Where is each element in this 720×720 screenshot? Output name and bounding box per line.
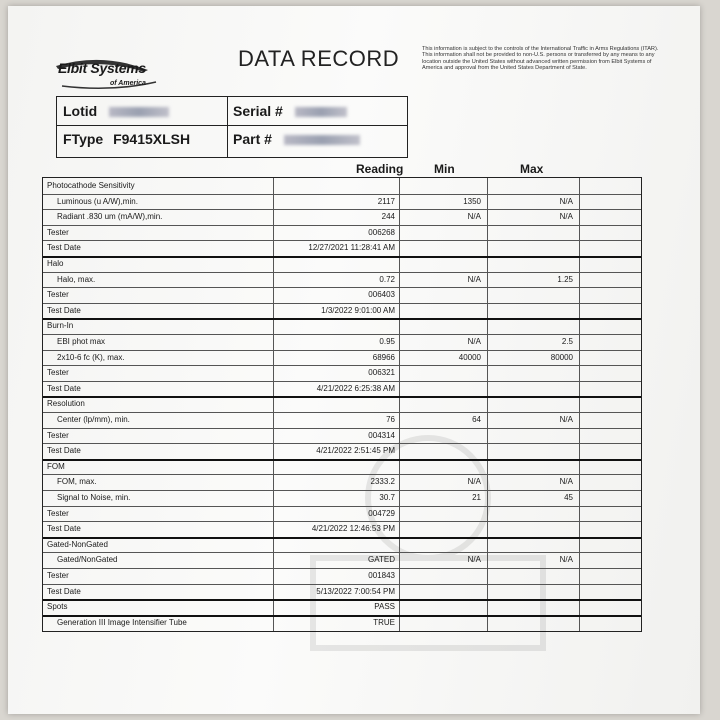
row-divider [43, 381, 641, 382]
row-label: Luminous (u A/W),min. [57, 196, 138, 206]
lotid-label: Lotid [63, 103, 98, 119]
reading-value: 244 [381, 212, 395, 222]
table-row [43, 459, 641, 474]
row-divider [43, 287, 641, 288]
row-divider [43, 318, 641, 320]
reading-value: 4/21/2022 6:25:38 AM [316, 383, 395, 393]
row-divider [43, 256, 641, 258]
logo-text: Elbit Systems [58, 60, 146, 76]
max-column-header: Max [520, 162, 544, 176]
row-label: Center (lp/mm), min. [57, 415, 130, 424]
reading-value: 2333.2 [370, 477, 395, 487]
min-value: 40000 [458, 352, 481, 362]
logo-subtext: of America [110, 80, 146, 87]
row-divider [43, 240, 641, 241]
row-label: Radiant .830 um (mA/W),min. [57, 212, 163, 222]
row-divider [43, 474, 641, 475]
row-divider [43, 568, 641, 569]
table-row [43, 428, 641, 443]
max-value: 80000 [550, 352, 573, 362]
reading-value: GATED [368, 555, 395, 565]
table-row [43, 334, 641, 349]
min-value: 21 [472, 493, 481, 502]
row-label: Spots [47, 602, 68, 612]
part-label: Part # [233, 131, 272, 147]
reading-value: TRUE [373, 617, 395, 627]
row-label: 2x10-6 fc (K), max. [57, 352, 125, 362]
row-label: Test Date [47, 446, 81, 456]
min-value: N/A [467, 477, 481, 487]
max-value: N/A [559, 196, 573, 206]
max-value: N/A [559, 415, 573, 424]
reading-value: 4/21/2022 2:51:45 PM [316, 446, 395, 456]
itar-notice: This information is subject to the controls of the International Traffic in Arms Regulations (ITAR). This information shall not be provided to non-U.S. persons or transferred by any means to any location outside the United States without advanced written permission from Elbit Systems of America and approval from the United States Department of State. [422, 46, 659, 71]
reading-value: 4/21/2022 12:46:53 PM [311, 524, 395, 534]
row-label: Signal to Noise, min. [57, 493, 131, 502]
reading-value: 0.95 [379, 337, 395, 346]
table-row [43, 599, 641, 614]
serial-label: Serial # [233, 103, 283, 119]
row-label: Gated/NonGated [57, 555, 118, 565]
row-label: Halo [47, 259, 64, 268]
table-row [43, 350, 641, 365]
min-column-header: Min [434, 162, 455, 176]
row-label: EBI phot max [57, 337, 106, 346]
results-table [42, 177, 642, 632]
reading-value: 006403 [368, 290, 395, 300]
serial-field [233, 103, 347, 119]
table-row [43, 240, 641, 255]
reading-value: 68966 [372, 352, 395, 362]
document-title: DATA RECORD [238, 46, 400, 71]
row-divider [43, 334, 641, 335]
row-label: Gated-NonGated [47, 539, 108, 549]
row-label: Tester [47, 430, 69, 440]
table-row [43, 443, 641, 458]
reading-value: 12/27/2021 11:28:41 AM [308, 243, 395, 253]
row-label: FOM [47, 461, 65, 471]
row-label: Test Date [47, 524, 81, 534]
row-divider [43, 459, 641, 461]
row-divider [43, 584, 641, 585]
lotid-field [63, 103, 169, 119]
table-row [43, 521, 641, 536]
max-value: 2.5 [561, 337, 573, 346]
reading-value: 2117 [377, 196, 395, 206]
row-label: Tester [47, 368, 69, 378]
reading-value: 004314 [368, 430, 395, 440]
table-row [43, 287, 641, 302]
ftype-value: F9415XLSH [113, 131, 191, 147]
min-value: N/A [467, 274, 481, 284]
row-divider [43, 209, 641, 210]
max-value: 45 [564, 493, 573, 502]
table-row [43, 615, 641, 630]
row-label: Test Date [47, 586, 81, 596]
reading-value: 006268 [368, 227, 395, 237]
reading-value: 001843 [368, 571, 395, 580]
reading-value: 76 [386, 415, 395, 424]
reading-value: 30.7 [379, 493, 395, 502]
table-row [43, 178, 641, 193]
max-value: N/A [559, 212, 573, 222]
ftype-field [63, 131, 190, 147]
row-label: Photocathode Sensitivity [47, 181, 135, 190]
row-divider [43, 272, 641, 273]
table-row [43, 506, 641, 521]
table-row [43, 272, 641, 287]
table-row [43, 490, 641, 505]
row-divider [43, 490, 641, 491]
lotid-redacted [109, 107, 169, 117]
min-value: 1350 [463, 196, 481, 206]
row-label: Tester [47, 508, 69, 518]
row-divider [43, 194, 641, 195]
row-divider [43, 365, 641, 366]
row-label: Test Date [47, 243, 81, 253]
row-label: Generation III Image Intensifier Tube [57, 617, 187, 627]
reading-value: 1/3/2022 9:01:00 AM [321, 305, 395, 315]
reading-value: PASS [374, 602, 395, 612]
part-redacted [284, 135, 360, 145]
row-divider [43, 521, 641, 522]
row-divider [43, 537, 641, 539]
elbit-logo [52, 56, 162, 96]
table-row [43, 552, 641, 567]
table-row [43, 225, 641, 240]
table-row [43, 194, 641, 209]
table-row [43, 584, 641, 599]
table-row [43, 412, 641, 427]
row-label: Test Date [47, 305, 81, 315]
reading-value: 006321 [368, 368, 395, 378]
row-divider [43, 615, 641, 617]
table-row [43, 365, 641, 380]
row-divider [43, 303, 641, 304]
row-label: Halo, max. [57, 274, 96, 284]
ftype-label: FType [63, 131, 104, 147]
min-value: 64 [472, 415, 481, 424]
row-divider [43, 443, 641, 444]
table-row [43, 381, 641, 396]
max-value: N/A [559, 555, 573, 565]
identification-box [56, 96, 408, 158]
table-row [43, 474, 641, 489]
table-row [43, 318, 641, 333]
reading-value: 5/13/2022 7:00:54 PM [316, 586, 395, 596]
table-row [43, 209, 641, 224]
part-field [233, 131, 360, 147]
row-label: Tester [47, 571, 69, 580]
row-divider [43, 428, 641, 429]
min-value: N/A [467, 337, 481, 346]
max-value: N/A [559, 477, 573, 487]
row-divider [43, 599, 641, 601]
row-divider [43, 506, 641, 507]
table-row [43, 537, 641, 552]
serial-redacted [295, 107, 347, 117]
table-row [43, 256, 641, 271]
reading-value: 004729 [368, 508, 395, 518]
table-row [43, 303, 641, 318]
row-divider [43, 225, 641, 226]
row-divider [43, 350, 641, 351]
row-divider [43, 412, 641, 413]
table-row [43, 396, 641, 411]
row-label: Test Date [47, 383, 81, 393]
row-label: Burn-In [47, 321, 74, 331]
row-label: Resolution [47, 399, 85, 409]
row-label: FOM, max. [57, 477, 97, 487]
row-label: Tester [47, 227, 69, 237]
reading-column-header: Reading [356, 162, 404, 176]
row-divider [43, 552, 641, 553]
row-divider [43, 396, 641, 398]
max-value: 1.25 [557, 274, 573, 284]
min-value: N/A [467, 555, 481, 565]
row-label: Tester [47, 290, 69, 300]
reading-value: 0.72 [379, 274, 395, 284]
table-row [43, 568, 641, 583]
min-value: N/A [467, 212, 481, 222]
